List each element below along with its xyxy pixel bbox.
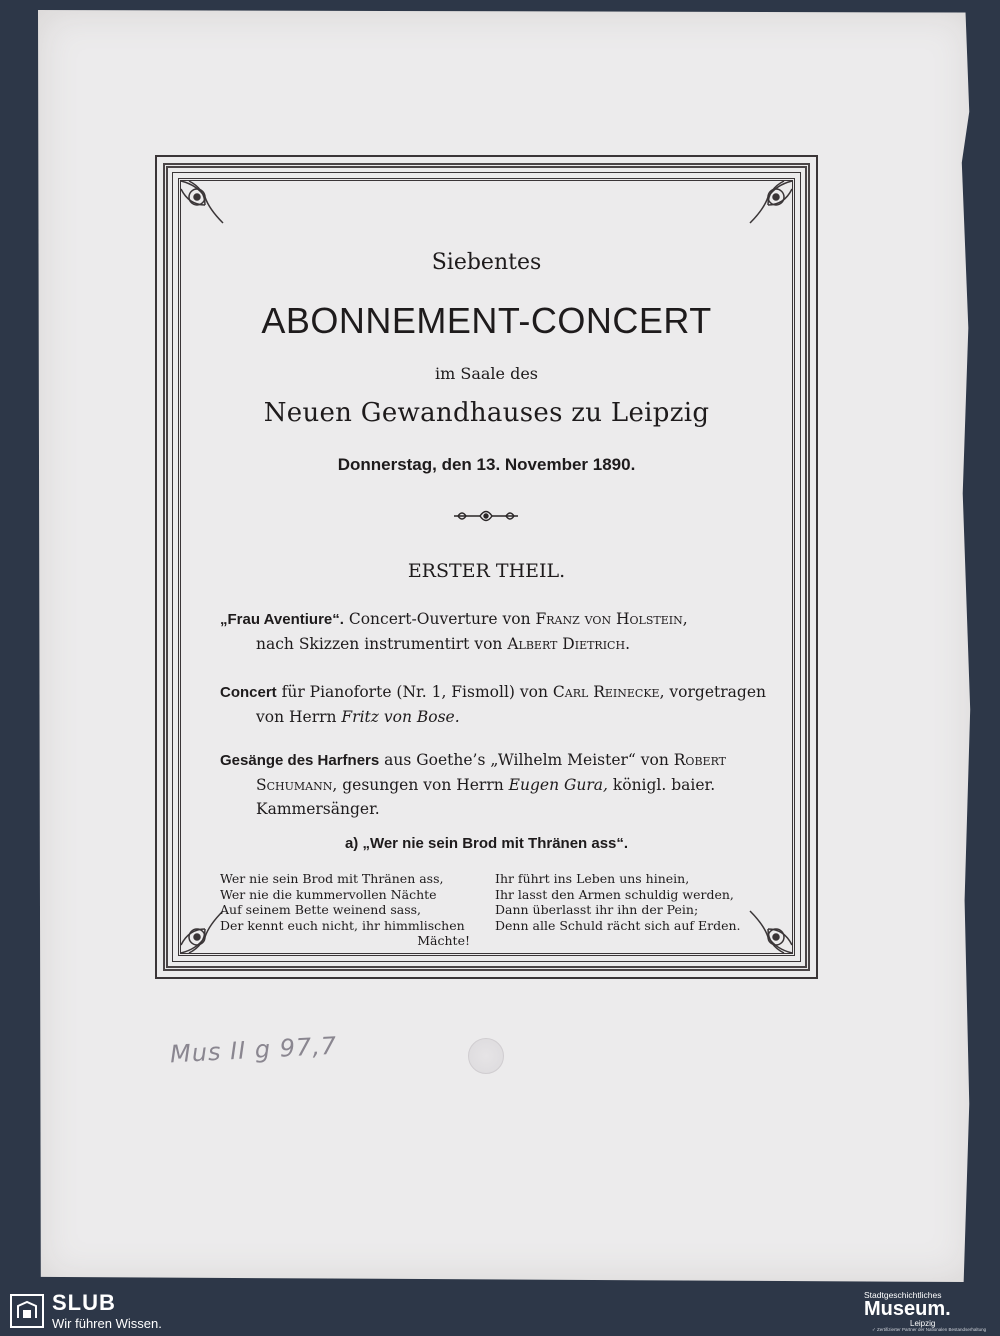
item-text: von Herrn <box>256 708 342 726</box>
item-text: Concert-Ouverture von <box>343 610 536 628</box>
heading-prefix: Siebentes <box>431 250 542 275</box>
verse-line: Auf seinem Bette weinend sass, <box>220 902 422 917</box>
verse-line: Wer nie sein Brod mit Thränen ass, <box>220 871 444 886</box>
item-composer: Franz von Holstein, <box>535 610 688 628</box>
library-tagline: Wir führen Wissen. <box>52 1316 162 1331</box>
verse-line: Ihr lasst den Armen schuldig werden, <box>495 886 734 902</box>
item-title: Concert <box>220 684 277 701</box>
item-text: gesungen von Herrn <box>337 776 509 794</box>
item-performer: Eugen Gura, <box>508 776 608 794</box>
item-title: Gesänge des Harfners <box>220 752 380 769</box>
item-title: „Frau Aventiure“. <box>220 611 344 628</box>
item-performer: Fritz von Bose. <box>341 708 460 726</box>
embossed-stamp <box>468 1038 504 1074</box>
handwritten-shelfmark: Mus II g 97,7 <box>169 1031 338 1069</box>
venue-name: Neuen Gewandhauses zu Leipzig <box>263 398 710 428</box>
verse-left <box>220 871 480 949</box>
item-arranger: Albert Dietrich. <box>507 635 630 653</box>
item-composer: Carl Reinecke, <box>552 683 665 701</box>
museum-line: Stadtgeschichtliches <box>864 1290 942 1300</box>
concert-title: ABONNEMENT-CONCERT <box>261 300 712 341</box>
corner-ornament-icon <box>179 179 225 225</box>
verse-right <box>495 871 755 933</box>
program-item-3 <box>220 748 770 821</box>
item-text: nach Skizzen instrumentirt von <box>256 635 508 653</box>
library-name: SLUB <box>52 1290 116 1315</box>
museum-city: Leipzig <box>910 1319 936 1328</box>
program-item-2 <box>220 680 770 729</box>
verse-line: Mächte! <box>417 933 470 948</box>
ornament-divider-icon <box>450 505 522 527</box>
item-text: königl. baier. Kammersänger. <box>256 776 716 818</box>
verse-line: Der kennt euch nicht, ihr himmlischen <box>220 917 465 933</box>
corner-ornament-icon <box>748 179 794 225</box>
concert-date: Donnerstag, den 13. November 1890. <box>337 455 636 474</box>
corner-ornament-icon <box>179 909 225 955</box>
verse-line: Wer nie die kummervollen Nächte <box>220 886 437 902</box>
item-composer: Robert Schumann, <box>256 751 726 794</box>
verse-line: Denn alle Schuld rächt sich auf Erden. <box>495 917 741 933</box>
museum-name: Museum. <box>864 1298 951 1320</box>
item-text: vorgetragen <box>664 683 766 701</box>
slub-logo-icon <box>10 1294 44 1328</box>
museum-certification: ✓ Zertifizierter Partner der Nationalen Bestandserhaltung <box>872 1327 987 1332</box>
item-text: für Pianoforte (Nr. 1, Fismoll) von <box>276 683 553 701</box>
verse-line: Ihr führt ins Leben uns hinein, <box>495 871 690 886</box>
item-text: aus Goethe’s „Wilhelm Meister“ von <box>379 751 674 769</box>
song-title: a) „Wer nie sein Brod mit Thränen ass“. <box>344 835 629 852</box>
venue-prefix: im Saale des <box>434 364 538 383</box>
part-title: ERSTER THEIL. <box>407 560 566 582</box>
verse-line: Dann überlasst ihr ihn der Pein; <box>495 902 699 917</box>
program-item-1 <box>220 607 770 656</box>
